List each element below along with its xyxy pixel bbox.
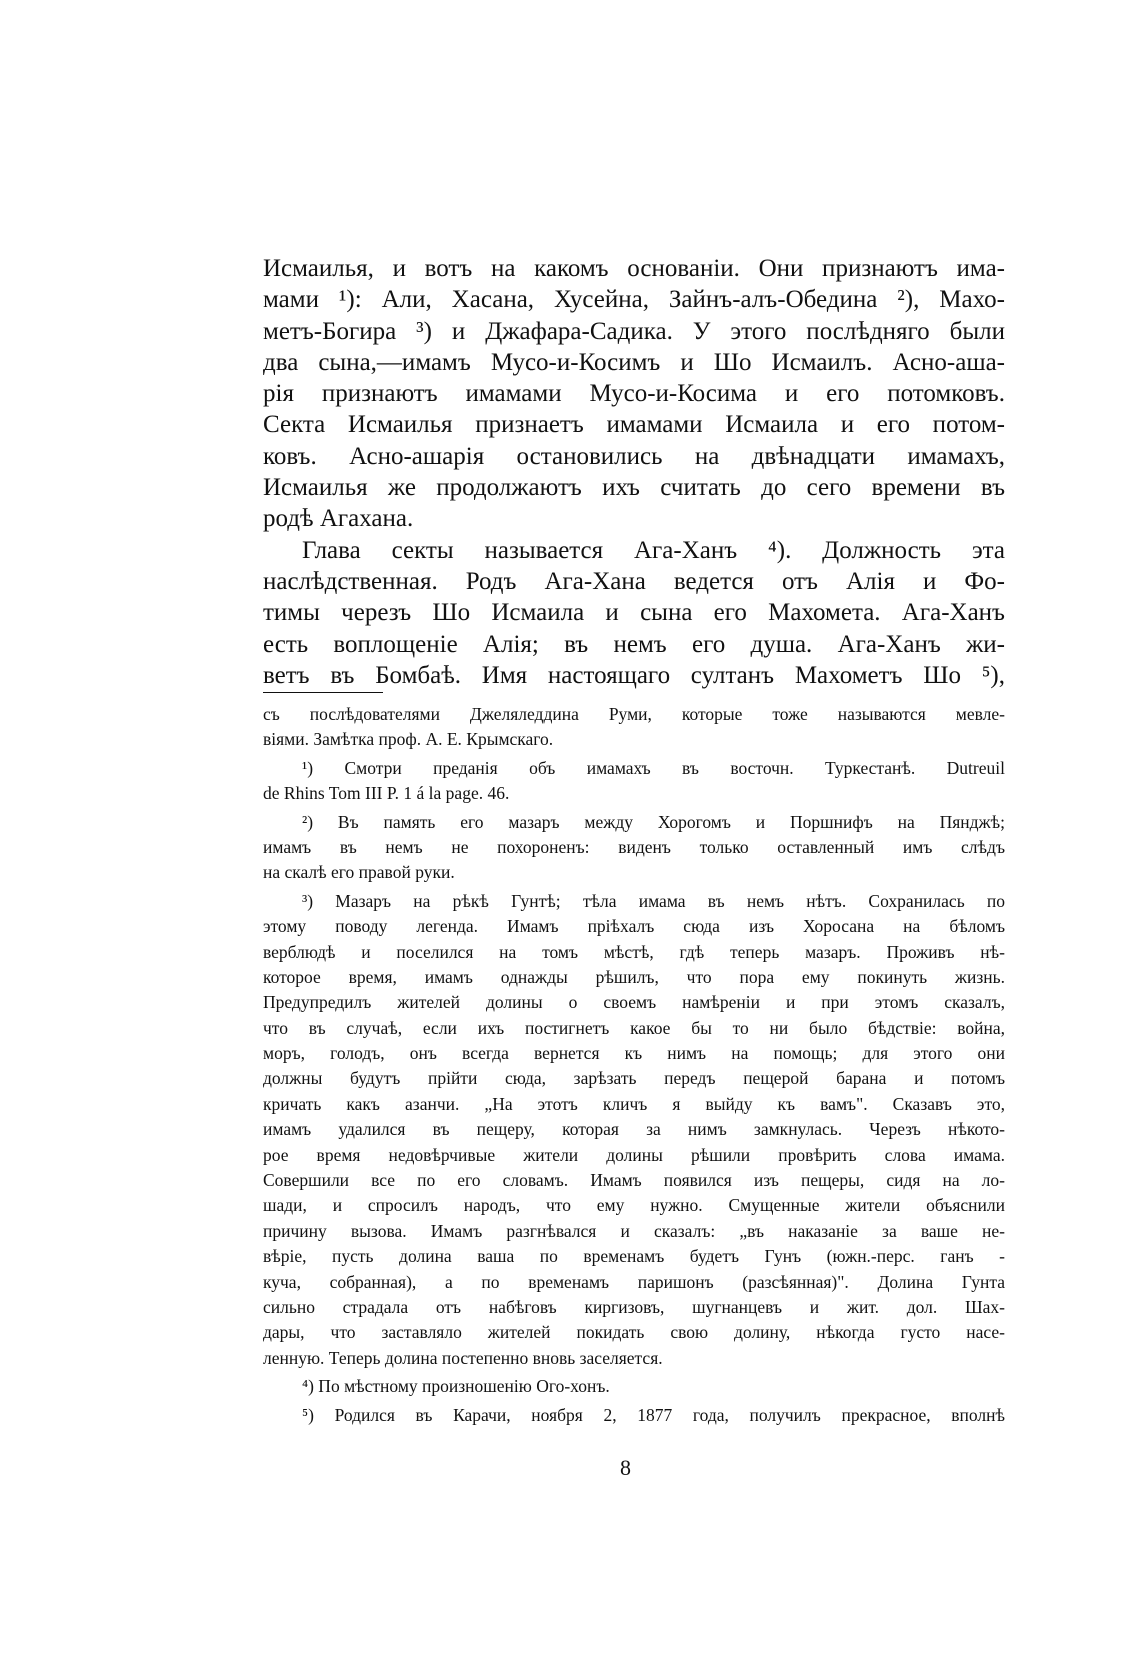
footnote-line: рое время недовѣрчивые жители долины рѣшили провѣрить слова имама. [263,1144,1005,1165]
main-text-line: ветъ въ Бомбаѣ. Имя настоящаго султанъ Махометъ Шо ⁵), [263,661,1005,689]
footnote-line: Совершили все по его словамъ. Имамъ появился изъ пещеры, сидя на ло- [263,1170,1005,1191]
footnote-line: причину вызова. Имамъ разгнѣвался и сказалъ: „въ наказаніе за ваше не- [263,1220,1005,1241]
main-text-line: Исмаилья же продолжаютъ ихъ считать до сего времени въ [263,474,1005,502]
main-text-line: рія признаютъ имамами Мусо-и-Косима и его потомковъ. [263,380,1005,408]
footnote-line: ⁴) По мѣстному произношенію Ого-хонъ. [302,1376,610,1397]
main-text-line: Секта Исмаилья признаетъ имамами Исмаила и его потом- [263,411,1005,439]
footnote-line: должны будутъ прійти сюда, зарѣзать передъ пещерой барана и потомъ [263,1068,1005,1089]
main-text-line: мами ¹): Али, Хасана, Хусейна, Зайнъ-алъ-Обедина ²), Махо- [263,286,1005,314]
footnote-line: этому поводу легенда. Имамъ пріѣхалъ сюда изъ Хоросана на бѣломъ [263,916,1005,937]
footnote-line: дары, что заставляло жителей покидать свою долину, нѣкогда густо насе- [263,1322,1005,1343]
footnote-line: моръ, голодъ, онъ всегда вернется къ нимъ на помощь; для этого они [263,1043,1005,1064]
main-text-line: наслѣдственная. Родъ Ага-Хана ведется отъ Алія и Фо- [263,567,1005,595]
main-text-line: тимы черезъ Шо Исмаила и сына его Махомета. Ага-Ханъ [263,599,1005,627]
main-text-line: родѣ Агахана. [263,505,414,533]
footnote-line: кричать какъ азанчи. „На этотъ кличъ я выйду къ вамъ". Сказавъ это, [263,1093,1005,1114]
footnote-line: віями. Замѣтка проф. А. Е. Крымскаго. [263,729,554,750]
footnote-line: имамъ въ немъ не похороненъ: виденъ только оставленный имъ слѣдъ [263,836,1005,857]
footnote-line: ленную. Теперь долина постепенно вновь заселяется. [263,1347,663,1368]
footnote-line: съ послѣдователями Джеляледдина Руми, которые тоже называются мевле- [263,704,1005,724]
footnote-line: которое время, имамъ однажды рѣшилъ, что пора ему покинуть жизнь. [263,966,1005,987]
main-text-line: метъ-Богира ³) и Джафара-Садика. У этого послѣдняго были [263,317,1005,345]
footnote-line: ¹) Смотри преданія объ имамахъ въ восточн. Туркестанѣ. Dutreuil [302,757,1005,778]
footnote-line: ³) Мазаръ на рѣкѣ Гунтѣ; тѣла имама въ немъ нѣтъ. Сохранилась по [302,890,1005,911]
footnote-line: куча, собранная), а по временамъ паришонъ (разсѣянная)". Долина Гунта [263,1271,1005,1292]
footnote-divider [263,692,383,693]
page-number: 8 [620,1455,631,1480]
footnote-line: ²) Въ память его мазаръ между Хорогомъ и Поршнифъ на Пянджѣ; [302,811,1005,832]
footnote-line: шади, и спросилъ народъ, что ему нужно. Смущенные жители объяснили [263,1195,1005,1216]
footnote-line: на скалѣ его правой руки. [263,862,455,883]
footnote-line: верблюдѣ и поселился на томъ мѣстѣ, гдѣ теперь мазаръ. Проживъ нѣ- [263,941,1005,962]
footnote-line: ⁵) Родился въ Карачи, ноября 2, 1877 года, получилъ прекрасное, вполнѣ [302,1404,1005,1425]
main-text-line: ковъ. Асно-ашарія остановились на двѣнадцати имамахъ, [263,442,1005,470]
footnote-line: сильно страдала отъ набѣговъ киргизовъ, шугнанцевъ и жит. дол. Шах- [263,1296,1005,1317]
main-text [263,253,1005,691]
footnote-line: имамъ удалился въ пещеру, которая за нимъ замкнулась. Черезъ нѣкото- [263,1119,1005,1140]
footnote-line: что въ случаѣ, если ихъ постигнетъ какое бы то ни было бѣдствіе: война, [263,1017,1005,1038]
main-text-line: два сына,—имамъ Мусо-и-Косимъ и Шо Исмаилъ. Асно-аша- [263,348,1005,376]
footnote-line: Предупредилъ жителей долины о своемъ намѣреніи и при этомъ сказалъ, [263,992,1005,1013]
main-text-line: есть воплощеніе Алія; въ немъ его душа. Ага-Ханъ жи- [263,630,1005,658]
main-text-line: Глава секты называется Ага-Ханъ ⁴). Должность эта [302,536,1005,564]
footnote-line: de Rhins Tom III P. 1 á la page. 46. [263,783,510,804]
footnotes [263,702,1005,1428]
main-text-line: Исмаилья, и вотъ на какомъ основаніи. Они признаютъ има- [263,255,1005,282]
footnote-line: вѣріе, пусть долина ваша по временамъ будетъ Гунъ (южн.-перс. ганъ - [263,1246,1005,1267]
